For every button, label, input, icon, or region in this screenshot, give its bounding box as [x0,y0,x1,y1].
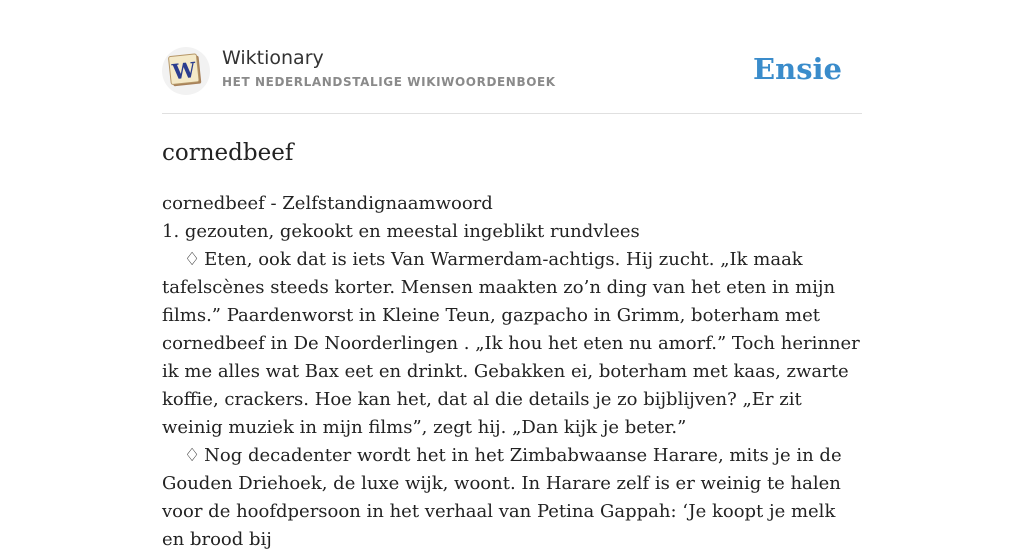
entry-content [162,190,862,554]
header-divider [162,113,862,114]
site-name[interactable]: Wiktionary [222,47,324,69]
page-title: cornedbeef [162,140,294,166]
example-text: Eten, ook dat is iets Van Warmerdam-achtigs. Hij zucht. „Ik maak tafelscènes steeds korter. Mensen maakten zo’n ding van het eten in mijn films.” Paardenworst in Kleine Teun, gazpacho in Grimm, boterham met cornedbeef in De Noorderlingen . „Ik hou het eten nu amorf.” Toch herinner ik me alles wat Bax eet en drinkt. Gebakken ei, boterham met kaas, zwarte koffie, crackers. Hoe kan het, dat al die details je zo bijblijven? „Er zit weinig muziek in mijn films”, zegt hij. „Dan kijk je beter.” [162,249,860,438]
word-class-line: cornedbeef - Zelfstandignaamwoord [162,193,493,214]
example-quote [162,442,862,554]
wiktionary-tile-icon [162,47,210,95]
ensie-brand-link[interactable]: Ensie [753,52,842,86]
example-marker: ♢ [184,249,201,270]
wiktionary-logo[interactable] [162,47,210,95]
definition: 1. gezouten, gekookt en meestal ingeblikt rundvlees [162,221,640,242]
example-quote [162,246,862,442]
logo-letter: W [170,57,197,85]
example-marker: ♢ [184,445,201,466]
site-tagline: HET NEDERLANDSTALIGE WIKIWOORDENBOEK [222,75,556,89]
example-text: Nog decadenter wordt het in het Zimbabwaanse Harare, mits je in de Gouden Driehoek, de luxe wijk, woont. In Harare zelf is er weinig te halen voor de hoofdpersoon in het verhaal van Petina Gappah: ‘Je koopt je melk en brood bij [162,445,842,550]
